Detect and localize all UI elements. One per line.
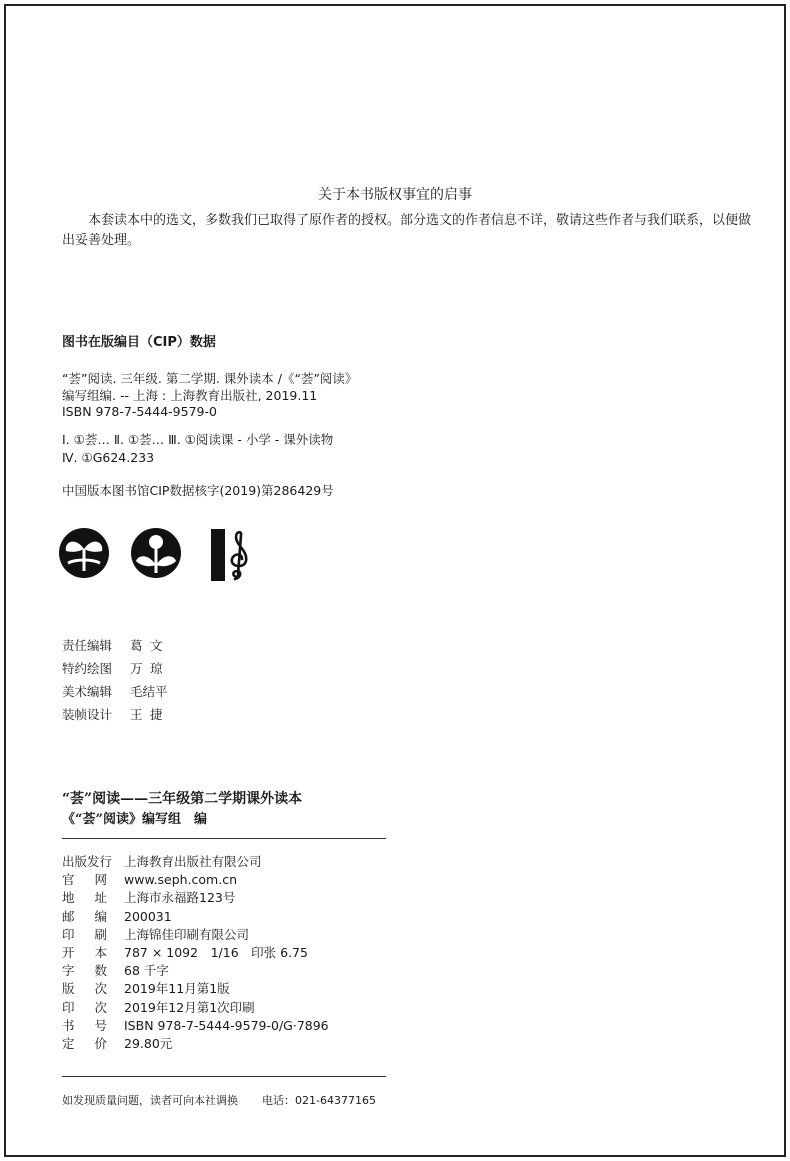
pub-label: 出版发行 <box>62 854 113 869</box>
pub-label: 书号 <box>62 1017 128 1033</box>
pub-label: 印刷 <box>62 926 128 942</box>
credits <box>62 634 170 726</box>
cip-line: 编写组编. -- 上海 : 上海教育出版社, 2019.11 <box>62 387 318 403</box>
footer <box>62 1092 376 1108</box>
pub-value: 2019年11月第1版 <box>124 981 230 997</box>
flower-circle-logo <box>130 527 182 579</box>
publication-info <box>62 853 329 1053</box>
credit-name: 王捷 <box>130 707 171 722</box>
pub-value: 上海市永福路123号 <box>124 890 236 906</box>
pub-value: 787 × 1092 1/16 印张 6.75 <box>124 945 308 961</box>
pub-value: 200031 <box>124 908 172 924</box>
cip-record <box>62 371 357 421</box>
pub-label: 官网 <box>62 872 128 888</box>
credit-name: 葛文 <box>130 638 171 653</box>
pub-label: 开本 <box>62 945 128 961</box>
cip-heading: 图书在版编目（CIP）数据 <box>62 335 216 350</box>
credit-role: 装帧设计 <box>62 707 113 722</box>
pub-row <box>62 889 329 907</box>
pub-row <box>62 853 329 871</box>
pub-label: 定价 <box>62 1036 128 1052</box>
pub-value: 68 千字 <box>124 963 169 979</box>
pub-label: 邮编 <box>62 908 128 924</box>
footer-phone: 电话：021-64377165 <box>262 1094 376 1107</box>
divider-top <box>62 838 386 839</box>
credit-role: 美术编辑 <box>62 684 113 699</box>
notice-body: 本套读本中的选文，多数我们已取得了原作者的授权。部分选文的作者信息不详，敬请这些作者与我们联系，以便做出妥善处理。 <box>62 213 752 248</box>
pub-value: ISBN 978-7-5444-9579-0/G·7896 <box>124 1017 329 1033</box>
credit-row <box>62 657 170 680</box>
book-editor: 《“荟”阅读》编写组 编 <box>62 812 207 827</box>
pub-value: 2019年12月第1次印刷 <box>124 999 255 1015</box>
pub-row <box>62 1035 329 1053</box>
pub-row <box>62 871 329 889</box>
pub-value: 29.80元 <box>124 1036 173 1052</box>
credit-row <box>62 703 170 726</box>
pub-label: 地址 <box>62 890 128 906</box>
notice-title: 关于本书版权事宜的启事 <box>318 187 472 203</box>
pub-row <box>62 980 329 998</box>
pub-row <box>62 962 329 980</box>
pub-value: www.seph.com.cn <box>124 872 237 888</box>
publisher-logos <box>58 527 278 585</box>
pub-row <box>62 908 329 926</box>
pub-value: 上海锦佳印刷有限公司 <box>124 926 250 942</box>
pub-row <box>62 1017 329 1035</box>
pub-value: 上海教育出版社有限公司 <box>124 854 262 869</box>
cip-line: “荟”阅读. 三年级. 第二学期. 课外读本 /《“荟”阅读》 <box>62 371 358 386</box>
treble-clef-logo <box>208 529 262 583</box>
pub-row <box>62 926 329 944</box>
divider-bottom <box>62 1076 386 1077</box>
cip-number: 中国版本图书馆CIP数据核字(2019)第286429号 <box>62 483 334 498</box>
seedling-circle-logo <box>58 527 110 579</box>
pub-row <box>62 999 329 1017</box>
book-title: “荟”阅读——三年级第二学期课外读本 <box>62 791 303 807</box>
credit-role: 责任编辑 <box>62 638 113 653</box>
credit-role: 特约绘图 <box>62 661 113 676</box>
cip-class-line: Ⅰ. ①荟… Ⅱ. ①荟… Ⅲ. ①阅读课 - 小学 - 课外读物 <box>62 432 334 447</box>
credit-row <box>62 634 170 657</box>
pub-label: 版次 <box>62 981 128 997</box>
pub-row <box>62 944 329 962</box>
cip-class-line: Ⅳ. ①G624.233 <box>62 450 155 465</box>
credit-name: 毛结平 <box>130 684 168 699</box>
credit-name: 万琼 <box>130 661 171 676</box>
footer-notice: 如发现质量问题，读者可向本社调换 <box>62 1094 238 1107</box>
credit-row <box>62 680 170 703</box>
pub-label: 印次 <box>62 999 128 1015</box>
pub-label: 字数 <box>62 963 128 979</box>
cip-classification <box>62 431 333 467</box>
cip-line: ISBN 978-7-5444-9579-0 <box>62 404 217 419</box>
